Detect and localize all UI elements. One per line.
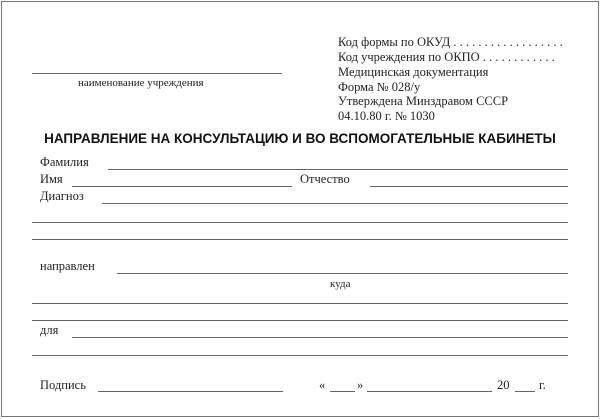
approved-date: 04.10.80 г. № 1030 xyxy=(338,109,435,123)
year-field[interactable] xyxy=(515,391,535,392)
surname-label: Фамилия xyxy=(40,155,89,169)
name-field[interactable] xyxy=(72,186,292,187)
institution-caption: наименование учреждения xyxy=(78,77,204,89)
signature-field[interactable] xyxy=(98,391,283,392)
okpo-code: Код учреждения по ОКПО . . . . . . . . . . . . xyxy=(338,50,555,64)
quote-close: » xyxy=(357,378,364,392)
diagnosis-field-line-2[interactable] xyxy=(32,222,568,223)
approved-by: Утверждена Минздравом СССР xyxy=(338,94,509,108)
diagnosis-label: Диагноз xyxy=(40,189,84,203)
day-field[interactable] xyxy=(330,391,355,392)
signature-label: Подпись xyxy=(40,378,86,392)
where-caption: куда xyxy=(330,278,351,290)
purpose-field[interactable] xyxy=(72,337,568,338)
referred-label: направлен xyxy=(40,259,95,273)
surname-field[interactable] xyxy=(108,169,568,170)
purpose-field-line-2[interactable] xyxy=(32,355,568,356)
patronymic-label: Отчество xyxy=(300,172,350,186)
name-label: Имя xyxy=(40,172,63,186)
referred-field-line-3[interactable] xyxy=(32,320,568,321)
form-number: Форма № 028/у xyxy=(338,80,421,94)
year-suffix: г. xyxy=(539,378,546,392)
med-docs-label: Медицинская документация xyxy=(338,65,489,79)
diagnosis-field[interactable] xyxy=(102,203,568,204)
okud-code: Код формы по ОКУД . . . . . . . . . . . . . . . . . . xyxy=(338,35,563,49)
form-title: НАПРАВЛЕНИЕ НА КОНСУЛЬТАЦИЮ И ВО ВСПОМОГАТЕЛЬНЫЕ КАБИНЕТЫ xyxy=(44,131,556,146)
institution-name-field[interactable] xyxy=(32,73,282,74)
referred-field[interactable] xyxy=(117,273,568,274)
purpose-label: для xyxy=(40,323,59,337)
year-prefix: 20 xyxy=(497,378,510,392)
diagnosis-field-line-3[interactable] xyxy=(32,239,568,240)
month-field[interactable] xyxy=(367,391,492,392)
quote-open: « xyxy=(319,378,326,392)
patronymic-field[interactable] xyxy=(370,186,568,187)
referred-field-line-2[interactable] xyxy=(32,303,568,304)
